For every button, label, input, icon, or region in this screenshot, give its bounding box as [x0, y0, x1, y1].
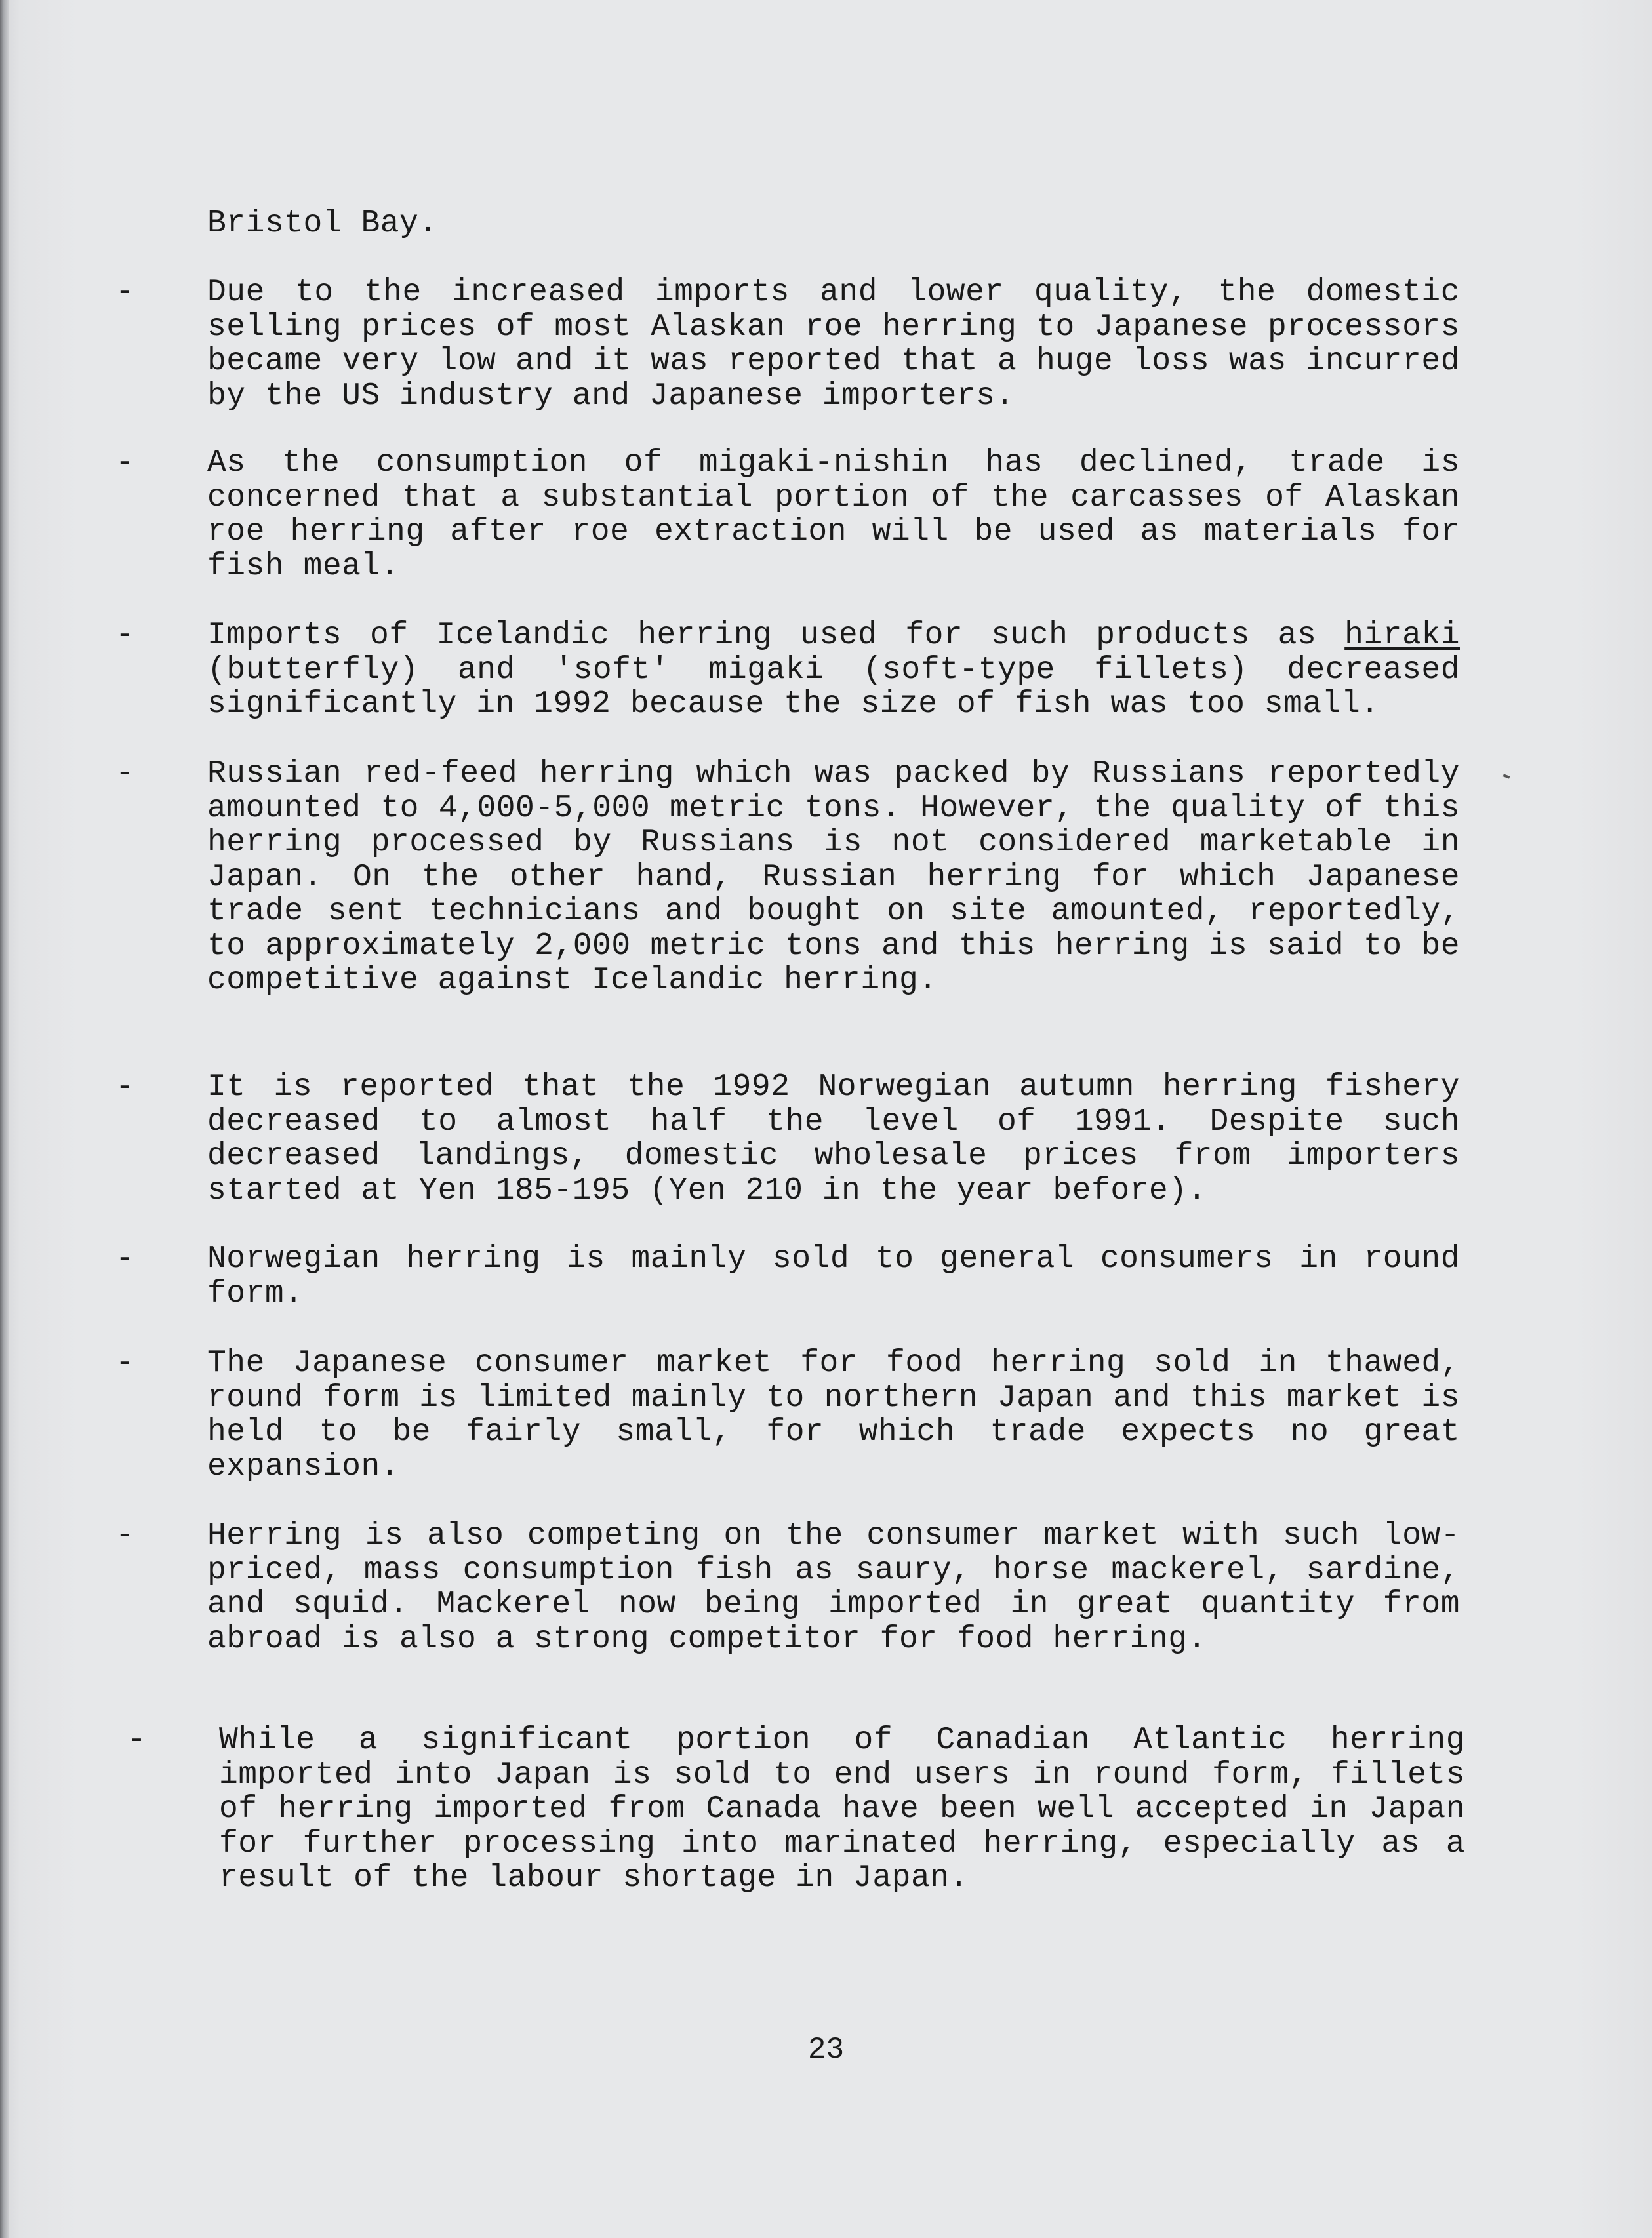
page-number: 23: [807, 2033, 845, 2067]
bullet-text: It is reported that the 1992 Norwegian autumn herring fishery decreased to almost half the level of 1991. Despite such decreased landings, domestic wholesale prices from importers started at Yen 185-195 (Yen 210 in the year before).: [207, 1069, 1460, 1209]
bullet-item: [115, 1241, 1460, 1311]
bullet-text: [207, 618, 1460, 722]
bullet-dash: -: [115, 1346, 134, 1381]
bullet-text: As the consumption of migaki-nishin has declined, trade is concerned that a substantial portion of the carcasses of Alaskan roe herring after roe extraction will be used as materials for fish meal.: [207, 445, 1460, 584]
bullet-text-start: Imports of Icelandic herring used for such products as: [207, 618, 1345, 653]
bullet-item: [115, 756, 1460, 998]
bullet-dash: -: [115, 1241, 134, 1277]
scan-binding-edge: [0, 0, 9, 2238]
bullet-item: [115, 1518, 1460, 1657]
bullet-text: Herring is also competing on the consumer market with such low-priced, mass consumption fish as saury, horse mackerel, sardine, and squid. Mackerel now being imported in great quantity from abroad is also a strong competitor for food herring.: [207, 1518, 1460, 1657]
bullet-item: [115, 275, 1460, 414]
bullet-item: [127, 1723, 1465, 1896]
bullet-text: Norwegian herring is mainly sold to general consumers in round form.: [207, 1241, 1460, 1311]
scan-speck: [1503, 774, 1510, 778]
bullet-item: [115, 1069, 1460, 1209]
underlined-term: hiraki: [1344, 618, 1460, 653]
bullet-item: [115, 1346, 1460, 1485]
bullet-dash: -: [115, 275, 134, 310]
bullet-text: Russian red-feed herring which was packed by Russians reportedly amounted to 4,000-5,000 metric tons. However, the quality of this herring processed by Russians is not considered marketable in Japan. On the other hand, Russian herring for which Japanese trade sent technicians and bought on site amounted, reportedly, to approximately 2,000 metric tons and this herring is said to be competitive against Icelandic herring.: [207, 756, 1460, 998]
bullet-text: While a significant portion of Canadian Atlantic herring imported into Japan is sold to end users in round form, fillets of herring imported from Canada have been well accepted in Japan for further processing into marinated herring, especially as a result of the labour shortage in Japan.: [219, 1723, 1465, 1896]
bullet-dash: -: [127, 1723, 146, 1758]
bullet-text: Due to the increased imports and lower quality, the domestic selling prices of most Alaskan roe herring to Japanese processors became very low and it was reported that a huge loss was incurred by the US industry and Japanese importers.: [207, 275, 1460, 414]
bullet-dash: -: [115, 1518, 134, 1553]
intro-line: Bristol Bay.: [207, 206, 438, 241]
bullet-dash: -: [115, 445, 134, 481]
bullet-item: [115, 618, 1460, 722]
bullet-dash: -: [115, 756, 134, 791]
bullet-item: [115, 445, 1460, 584]
bullet-dash: -: [115, 618, 134, 653]
bullet-dash: -: [115, 1069, 134, 1105]
bullet-text-end: (butterfly) and 'soft' migaki (soft-type fillets) decreased significantly in 1992 because the size of fish was too small.: [207, 652, 1460, 722]
bullet-text: The Japanese consumer market for food herring sold in thawed, round form is limited mainly to northern Japan and this market is held to be fairly small, for which trade expects no great expansion.: [207, 1346, 1460, 1485]
